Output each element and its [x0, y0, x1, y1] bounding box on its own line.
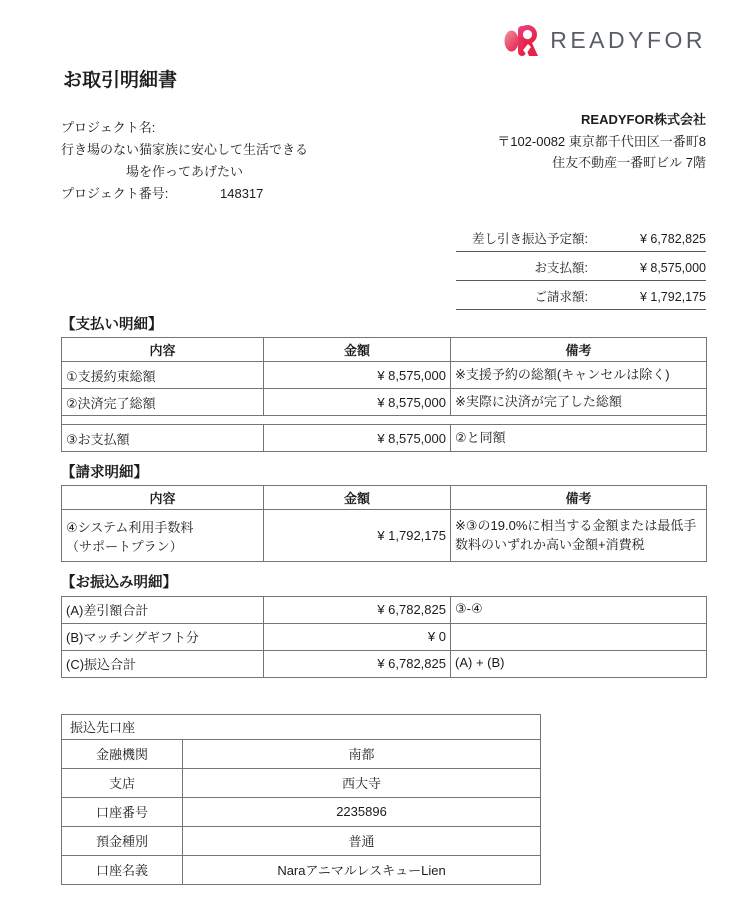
bank-table-title: 振込先口座 [62, 714, 541, 739]
table-row [62, 389, 707, 416]
bank-value: 南都 [183, 739, 541, 768]
table-row [62, 650, 707, 677]
bank-title-row [62, 714, 541, 739]
table-row [62, 425, 707, 452]
table-row [62, 596, 707, 623]
table-row [62, 768, 541, 797]
bank-value: NaraアニマルレスキューLien [183, 855, 541, 884]
summary-label: お支払額: [534, 261, 588, 276]
cell-note: ※③の19.0%に相当する金額または最低手数料のいずれか高い金額+消費税 [451, 510, 707, 562]
summary-label: ご請求額: [534, 290, 588, 305]
bank-label: 支店 [62, 768, 183, 797]
project-number-label: プロジェクト番号: [61, 186, 169, 202]
spacer-cell [62, 416, 707, 425]
company-name: READYFOR株式会社 [581, 111, 706, 127]
cell-label [62, 510, 264, 562]
cell-amount: ¥ 6,782,825 [264, 650, 451, 677]
header-cell-amount: 金額 [264, 338, 451, 362]
summary-row-payment [456, 252, 706, 281]
summary-row-net-transfer [456, 223, 706, 252]
project-name-label: プロジェクト名: [61, 119, 156, 135]
readyfor-logo-icon [501, 20, 541, 60]
billing-table [61, 485, 707, 562]
cell-note: ②と同額 [451, 425, 707, 452]
payment-section-title: 【支払い明細】 [61, 317, 163, 334]
company-address-line1: 〒102-0082 東京都千代田区一番町8 [497, 133, 706, 149]
readyfor-wordmark: READYFOR [550, 26, 706, 53]
cell-note: ※支援予約の総額(キャンセルは除く) [451, 362, 707, 389]
billing-header-row [62, 486, 707, 510]
payment-table [61, 337, 707, 452]
header-cell-note: 備考 [451, 338, 707, 362]
transfer-table [61, 596, 707, 678]
summary-amounts [456, 223, 706, 310]
table-row [62, 362, 707, 389]
cell-amount: ¥ 0 [264, 623, 451, 650]
payment-header-row [62, 338, 707, 362]
summary-label: 差し引き振込予定額: [472, 232, 588, 247]
cell-amount: ¥ 8,575,000 [264, 362, 451, 389]
transfer-section-title: 【お振込み明細】 [61, 575, 177, 592]
spacer-row [62, 416, 707, 425]
document-title: お取引明細書 [63, 70, 178, 91]
bank-label: 預金種別 [62, 826, 183, 855]
cell-label: ①支援約束総額 [62, 362, 264, 389]
summary-value: ¥ 8,575,000 [639, 261, 706, 276]
cell-label: ③お支払額 [62, 425, 264, 452]
company-block [497, 109, 706, 205]
project-name-line1: 行き場のない猫家族に安心して生活できる [61, 141, 309, 157]
header-cell-content: 内容 [62, 338, 264, 362]
billing-section-title: 【請求明細】 [61, 465, 148, 482]
table-row [62, 510, 707, 562]
bank-label: 口座番号 [62, 797, 183, 826]
cell-amount: ¥ 1,792,175 [264, 510, 451, 562]
table-row [62, 739, 541, 768]
cell-label: (A)差引額合計 [62, 596, 264, 623]
bank-label: 金融機関 [62, 739, 183, 768]
summary-row-invoice [456, 281, 706, 310]
bank-value: 2235896 [183, 797, 541, 826]
table-row [62, 826, 541, 855]
cell-amount: ¥ 8,575,000 [264, 425, 451, 452]
header-cell-amount: 金額 [264, 486, 451, 510]
bank-value: 西大寺 [183, 768, 541, 797]
company-address-line2: 住友不動産一番町ビル 7階 [552, 155, 706, 171]
cell-note: ③-④ [451, 596, 707, 623]
table-row [62, 623, 707, 650]
project-number-row [61, 183, 308, 205]
logo-row [61, 20, 706, 60]
cell-amount: ¥ 8,575,000 [264, 389, 451, 416]
header-cell-content: 内容 [62, 486, 264, 510]
cell-label: (C)振込合計 [62, 650, 264, 677]
bank-value: 普通 [183, 826, 541, 855]
bank-account-table [61, 714, 541, 885]
cell-note: (A) + (B) [451, 650, 707, 677]
project-block [61, 109, 308, 205]
cell-amount: ¥ 6,782,825 [264, 596, 451, 623]
summary-value: ¥ 1,792,175 [639, 290, 706, 305]
readyfor-logo [501, 20, 706, 60]
table-row [62, 855, 541, 884]
fee-label-line2: （サポートプラン） [66, 538, 183, 554]
fee-label-line1: ④システム利用手数料 [66, 519, 194, 535]
summary-value: ¥ 6,782,825 [639, 232, 706, 247]
bank-label: 口座名義 [62, 855, 183, 884]
cell-label: ②決済完了総額 [62, 389, 264, 416]
project-name-line2: 場を作ってあげたい [126, 163, 244, 179]
cell-note [451, 623, 707, 650]
header-cell-note: 備考 [451, 486, 707, 510]
info-row [61, 109, 706, 205]
cell-note: ※実際に決済が完了した総額 [451, 389, 707, 416]
project-number-value: 148317 [220, 186, 264, 202]
table-row [62, 797, 541, 826]
cell-label: (B)マッチングギフト分 [62, 623, 264, 650]
